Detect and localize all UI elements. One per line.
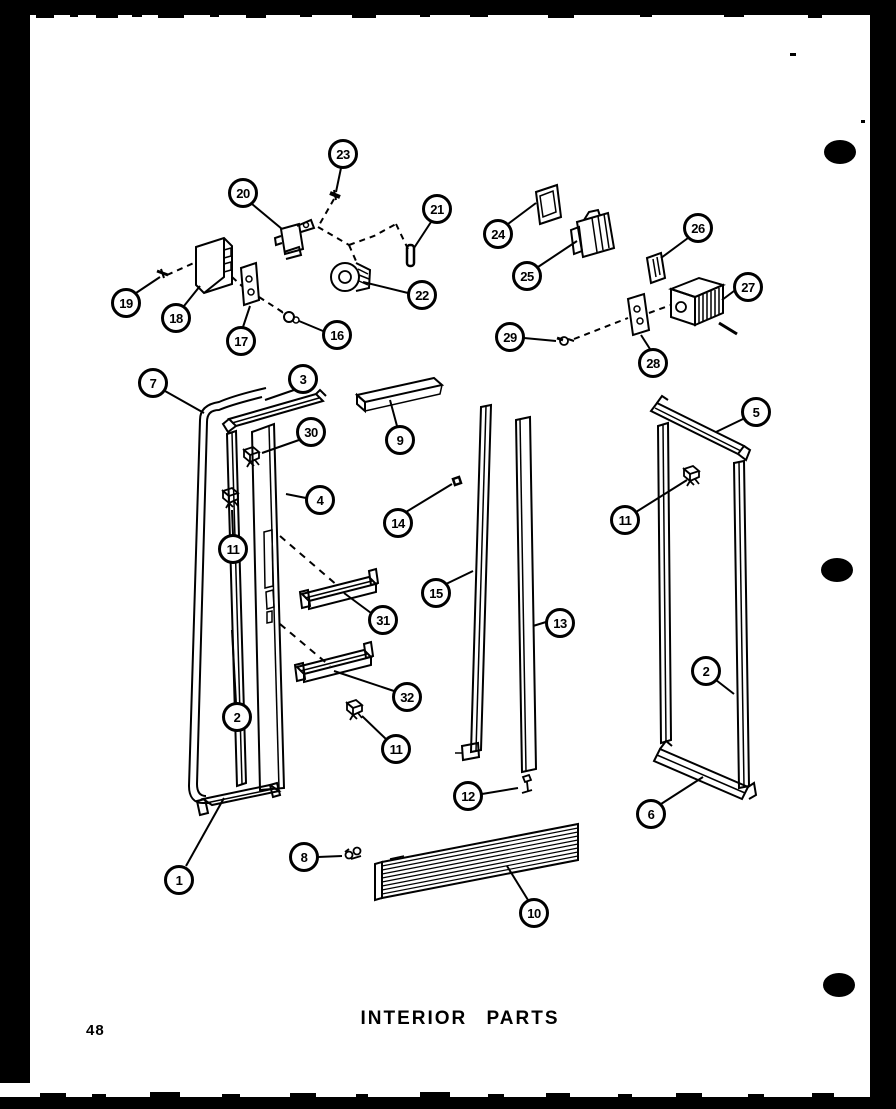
part-sketch-side-trim-2-right-b	[734, 461, 749, 788]
part-sketch-plate-17	[241, 263, 259, 305]
callout-11-c: 11	[381, 734, 411, 764]
part-sketch-screw-23	[330, 190, 340, 200]
pointer-stroke-27	[719, 323, 737, 334]
part-sketch-plate-28	[628, 294, 649, 335]
callout-2-right: 2	[691, 656, 721, 686]
callout-7: 7	[138, 368, 168, 398]
part-sketch-relay-25	[571, 210, 614, 257]
callout-14: 14	[383, 508, 413, 538]
assembly-dashed-lines-left	[167, 199, 408, 313]
callout-4: 4	[305, 485, 335, 515]
part-sketch-shelf-9	[357, 378, 442, 411]
part-sketch-bottom-trim-6	[654, 741, 756, 799]
callout-23: 23	[328, 139, 358, 169]
part-sketch-bracket-31	[300, 569, 378, 609]
callout-16: 16	[322, 320, 352, 350]
callout-22: 22	[407, 280, 437, 310]
part-sketch-knob-22	[331, 263, 370, 291]
part-sketch-housing-27	[671, 278, 723, 325]
part-sketch-screw-29	[557, 337, 574, 345]
part-sketch-plate-24	[536, 185, 561, 224]
callout-27: 27	[733, 272, 763, 302]
part-sketch-strip-13	[516, 417, 536, 772]
figure-title: INTERIOR PARTS	[360, 1008, 560, 1029]
assembly-dashed-lines-right	[574, 305, 671, 339]
callout-9: 9	[385, 425, 415, 455]
callout-30: 30	[296, 417, 326, 447]
callout-10: 10	[519, 898, 549, 928]
callout-17: 17	[226, 326, 256, 356]
part-sketch-screw-14	[453, 477, 461, 485]
part-sketch-clip-11a	[223, 488, 238, 508]
callout-31: 31	[368, 605, 398, 635]
part-sketch-screw-19	[157, 269, 168, 278]
callout-28: 28	[638, 348, 668, 378]
part-sketch-stop-12	[522, 775, 532, 793]
callout-20: 20	[228, 178, 258, 208]
callout-18: 18	[161, 303, 191, 333]
callout-13: 13	[545, 608, 575, 638]
callout-3: 3	[288, 364, 318, 394]
callout-8: 8	[289, 842, 319, 872]
callout-25: 25	[512, 261, 542, 291]
part-sketch-switch-box-18	[196, 238, 232, 293]
part-sketch-bracket-32	[295, 642, 373, 682]
part-sketch-strip-15	[455, 405, 491, 760]
callout-24: 24	[483, 219, 513, 249]
part-sketch-side-trim-2-left	[227, 431, 246, 786]
part-sketch-clip-11c	[347, 700, 362, 720]
callout-1: 1	[164, 865, 194, 895]
callout-19: 19	[111, 288, 141, 318]
part-sketch-door-panel-4	[252, 424, 284, 790]
part-sketch-side-trim-2-right-a	[658, 423, 671, 743]
part-sketch-bracket-20	[275, 220, 314, 259]
callout-6: 6	[636, 799, 666, 829]
part-sketch-top-trim-5	[651, 396, 750, 460]
callout-11-a: 11	[218, 534, 248, 564]
callout-21: 21	[422, 194, 452, 224]
callout-15: 15	[421, 578, 451, 608]
callout-5: 5	[741, 397, 771, 427]
callout-29: 29	[495, 322, 525, 352]
part-sketch-bottom-trim-1	[197, 783, 280, 815]
callout-2-left: 2	[222, 702, 252, 732]
part-sketch-clip-11b	[684, 466, 699, 486]
callout-11-b: 11	[610, 505, 640, 535]
binder-dots	[821, 140, 856, 997]
part-sketch-clip-8	[345, 848, 361, 860]
callout-32: 32	[392, 682, 422, 712]
callout-26: 26	[683, 213, 713, 243]
page-number: 48	[86, 1022, 105, 1039]
callout-12: 12	[453, 781, 483, 811]
part-sketch-grille-10	[375, 824, 578, 900]
